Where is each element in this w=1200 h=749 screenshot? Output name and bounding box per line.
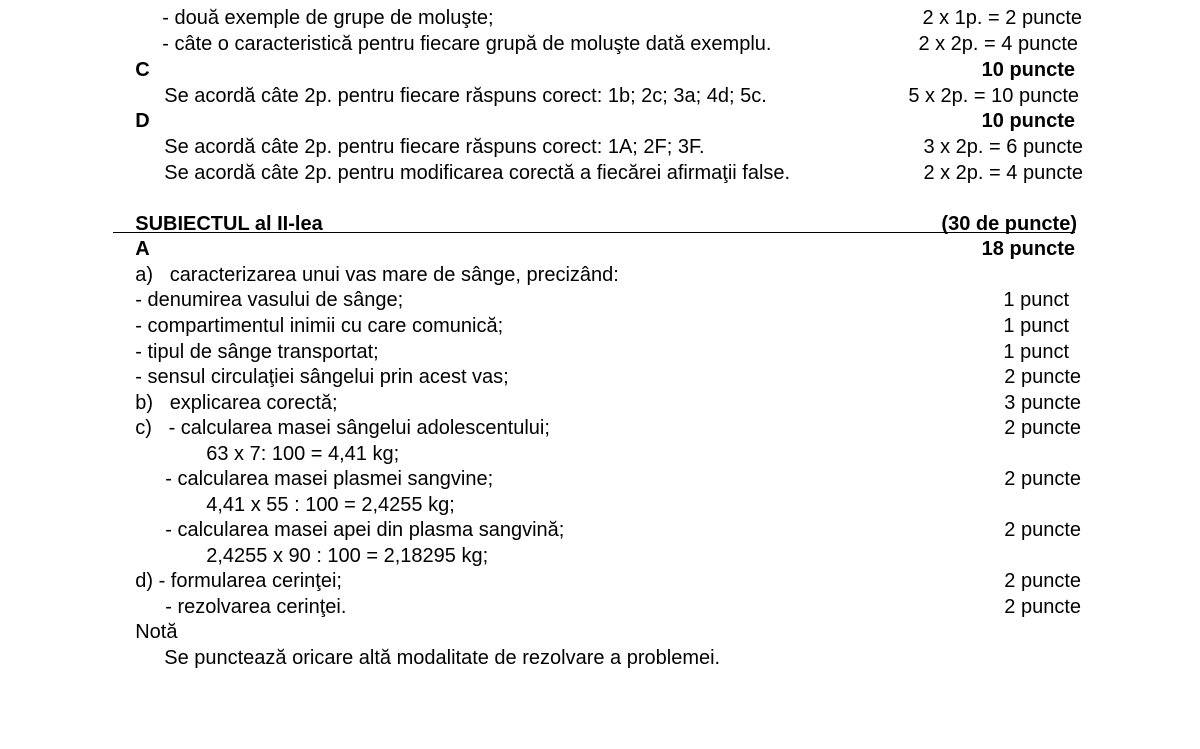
line-text: a) caracterizarea unui vas mare de sânge, precizând:	[135, 264, 619, 286]
line-text: - două exemple de grupe de moluşte;	[162, 7, 494, 29]
doc-line	[142, 83, 1079, 109]
line-points: 2 puncte	[1004, 519, 1081, 541]
doc-line	[113, 364, 1081, 390]
line-text: b) explicarea corectă;	[135, 392, 338, 414]
line-text: A	[135, 238, 150, 260]
doc-line	[142, 645, 1081, 671]
line-points: 10 puncte	[981, 110, 1075, 132]
line-points: 1 punct	[1003, 315, 1069, 337]
heading-underline	[113, 232, 1075, 233]
line-points: 1 punct	[1003, 341, 1069, 363]
line-points: 2 puncte	[1004, 417, 1081, 439]
line-text: - compartimentul inimii cu care comunică;	[135, 315, 504, 337]
doc-line	[140, 31, 1078, 57]
line-text: - calcularea masei plasmei sangvine;	[165, 468, 494, 490]
line-text: Se punctează oricare altă modalitate de rezolvare a problemei.	[164, 647, 721, 669]
line-points: 18 puncte	[981, 238, 1075, 260]
doc-line	[143, 466, 1081, 492]
line-text: 63 x 7: 100 = 4,41 kg;	[206, 443, 400, 465]
line-text: - sensul circulaţiei sângelui prin acest vas;	[135, 366, 509, 388]
line-points: 3 puncte	[1004, 392, 1081, 414]
doc-line	[113, 287, 1069, 313]
section-heading	[113, 108, 1075, 134]
doc-line	[143, 517, 1081, 543]
line-text: - tipul de sânge transportat;	[135, 341, 379, 363]
line-points: 2 puncte	[1004, 596, 1081, 618]
line-text: D	[135, 110, 150, 132]
line-text: d) - formularea cerinţei;	[135, 570, 342, 592]
section-heading	[113, 236, 1075, 262]
line-text: Notă	[135, 621, 178, 643]
line-text: 2,4255 x 90 : 100 = 2,18295 kg;	[206, 545, 489, 567]
doc-line	[113, 568, 1081, 594]
calculation-line	[184, 492, 1081, 518]
doc-line	[140, 5, 1082, 31]
doc-line	[142, 160, 1083, 186]
calculation-line	[184, 441, 1081, 467]
note-heading	[113, 619, 1081, 645]
doc-line	[142, 134, 1083, 160]
line-points: 2 x 2p. = 4 puncte	[918, 33, 1078, 55]
line-text: Se acordă câte 2p. pentru modificarea corectă a fiecărei afirmaţii false.	[164, 162, 791, 184]
line-text: 4,41 x 55 : 100 = 2,4255 kg;	[206, 494, 455, 516]
line-points: 1 punct	[1003, 289, 1069, 311]
subject-heading	[113, 211, 1077, 237]
line-points: (30 de puncte)	[941, 213, 1077, 235]
line-text: c) - calcularea masei sângelui adolescentului;	[135, 417, 550, 439]
line-text: Se acordă câte 2p. pentru fiecare răspuns corect: 1A; 2F; 3F.	[164, 136, 705, 158]
doc-line	[143, 594, 1081, 620]
line-text: SUBIECTUL al II-lea	[135, 213, 323, 235]
section-heading	[113, 57, 1075, 83]
line-text: - câte o caracteristică pentru fiecare grupă de moluşte dată exemplu.	[162, 33, 772, 55]
doc-line	[113, 415, 1081, 441]
calculation-line	[184, 543, 1081, 569]
doc-line	[113, 390, 1081, 416]
line-text: - calcularea masei apei din plasma sangvină;	[165, 519, 565, 541]
doc-line	[113, 262, 1069, 288]
line-points: 2 puncte	[1004, 570, 1081, 592]
line-points: 2 x 1p. = 2 puncte	[922, 7, 1082, 29]
line-points: 2 puncte	[1004, 366, 1081, 388]
line-text: C	[135, 59, 150, 81]
line-points: 3 x 2p. = 6 puncte	[923, 136, 1083, 158]
line-text: - rezolvarea cerinţei.	[165, 596, 347, 618]
line-points: 2 puncte	[1004, 468, 1081, 490]
doc-line	[113, 313, 1069, 339]
line-points: 10 puncte	[981, 59, 1075, 81]
line-text: - denumirea vasului de sânge;	[135, 289, 404, 311]
line-text: Se acordă câte 2p. pentru fiecare răspuns corect: 1b; 2c; 3a; 4d; 5c.	[164, 85, 767, 107]
line-points: 2 x 2p. = 4 puncte	[923, 162, 1083, 184]
line-points: 5 x 2p. = 10 puncte	[908, 85, 1079, 107]
doc-line	[113, 339, 1069, 365]
